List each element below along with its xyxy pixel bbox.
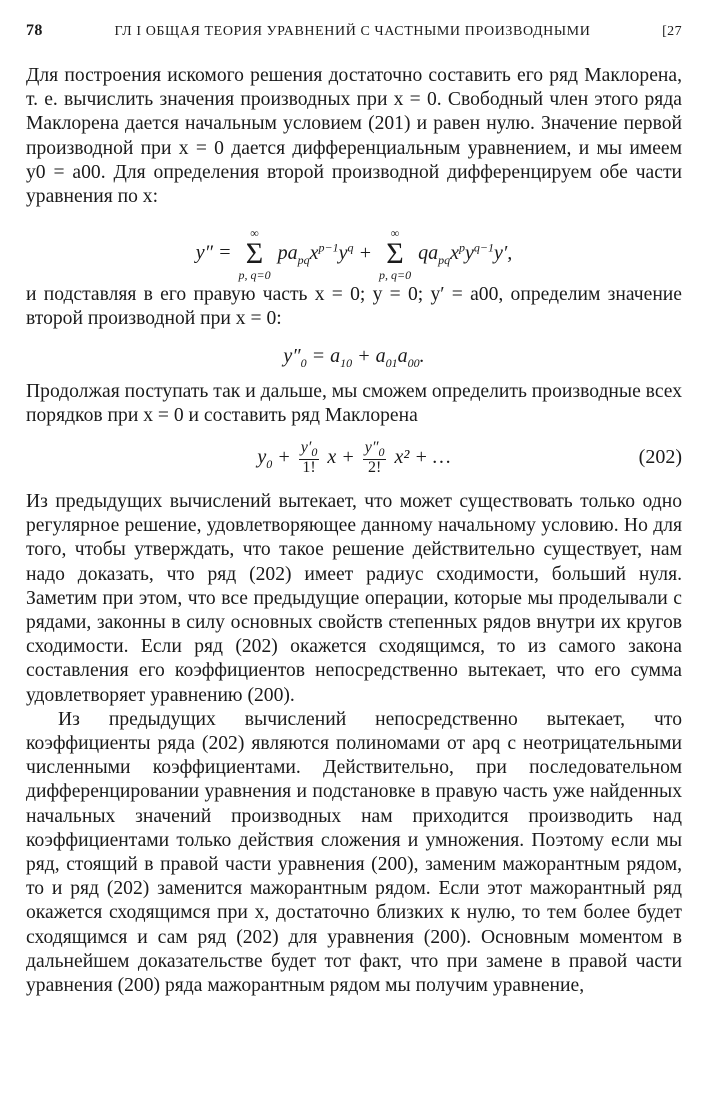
running-header bbox=[26, 22, 682, 56]
page-body bbox=[26, 64, 682, 998]
section-number: [27 bbox=[662, 24, 682, 39]
formula-maclaurin-series: $y_0$ + $\frac{y'_0}{1!}$ x + $\frac{y''_0}{2!}$ x² + … (202) bbox=[26, 428, 682, 486]
equation-number: (202) bbox=[638, 446, 682, 469]
formula-second-derivative: y″ = ∞ Σ p, q=0 $pa_{pq}x^{p-1}y^q$ + ∞ Σ p, q=0 $qa_{pq}x^py^{q-1}y'$, bbox=[195, 226, 513, 283]
fraction-second: $\frac{y''_0}{2!}$ bbox=[364, 439, 385, 476]
paragraph-5: Из предыдущих вычислений непосредственно вытекает, что коэффициенты ряда (202) являются полиномами от apq с неотрицательными численными коэффициентами. Действительно, при последовательном дифференцировании уравнения и подстановке в правую часть уже найденных начальных значений производных нам приходится производить над коэффициентами только действия сложения и умножения. Поэтому если мы ряд, стоящий в правой части уравнения (200), заменим мажорантным рядом, то и ряд (202) заменится мажорантным рядом. Если этот мажорантный ряд окажется сходящимся при x, достаточно близких к нулю, то тем более будет сходящимся и сам ряд (202) для уравнения (200). Основным моментом в дальнейшем доказательстве будет тот факт, что при замене в правой части уравнения (200) ряда мажорантным рядом мы получим уравнение, bbox=[26, 708, 682, 997]
sum-symbol-2: ∞ Σ p, q=0 bbox=[378, 226, 412, 283]
paragraph-1: Для построения искомого решения достаточно составить его ряд Маклорена, т. е. вычислить значения производных при x = 0. Свободный член этого ряда Маклорена дается начальным условием (201) и равен нулю. Значение первой производной при x = 0 дается дифференциальным уравнением, и мы имеем y0 = a00. Для определения второй производной дифференцируем обе части уравнения по x: bbox=[26, 65, 682, 208]
paragraph-3: Продолжая поступать так и дальше, мы сможем определить производные всех порядков при x = 0 и составить ряд Маклорена bbox=[26, 380, 682, 426]
formula-initial-value: $y''_0 = a_{10} + a_{01}a_{00}$. bbox=[283, 344, 425, 370]
paragraph-2: и подставляя в его правую часть x = 0; y = 0; y′ = a00, определим значение второй производной при x = 0: bbox=[26, 284, 682, 330]
paragraph-4: Из предыдущих вычислений вытекает, что может существовать только одно регулярное решение, удовлетворяющее данному начальному условию. Но для того, чтобы утверждать, что такое решение действительно существует, нам надо доказать, что ряд (202) имеет радиус сходимости, больший нуля. Заметим при этом, что все предыдущие операции, которые мы проделывали с рядами, законны в силу основных свойств степенных рядов внутри их кругов сходимости. Если ряд (202) окажется сходящимся, то из самого закона составления его коэффициентов непосредственно вытекает, что его сумма удовлетворяет уравнению (200). bbox=[26, 491, 682, 706]
fraction-first: $\frac{y'_0}{1!}$ bbox=[300, 439, 318, 476]
page-number: 78 bbox=[26, 22, 43, 39]
chapter-title: ГЛ I ОБЩАЯ ТЕОРИЯ УРАВНЕНИЙ С ЧАСТНЫМИ ПРОИЗВОДНЫМИ bbox=[114, 24, 591, 39]
sum-symbol-1: ∞ Σ p, q=0 bbox=[238, 226, 271, 283]
